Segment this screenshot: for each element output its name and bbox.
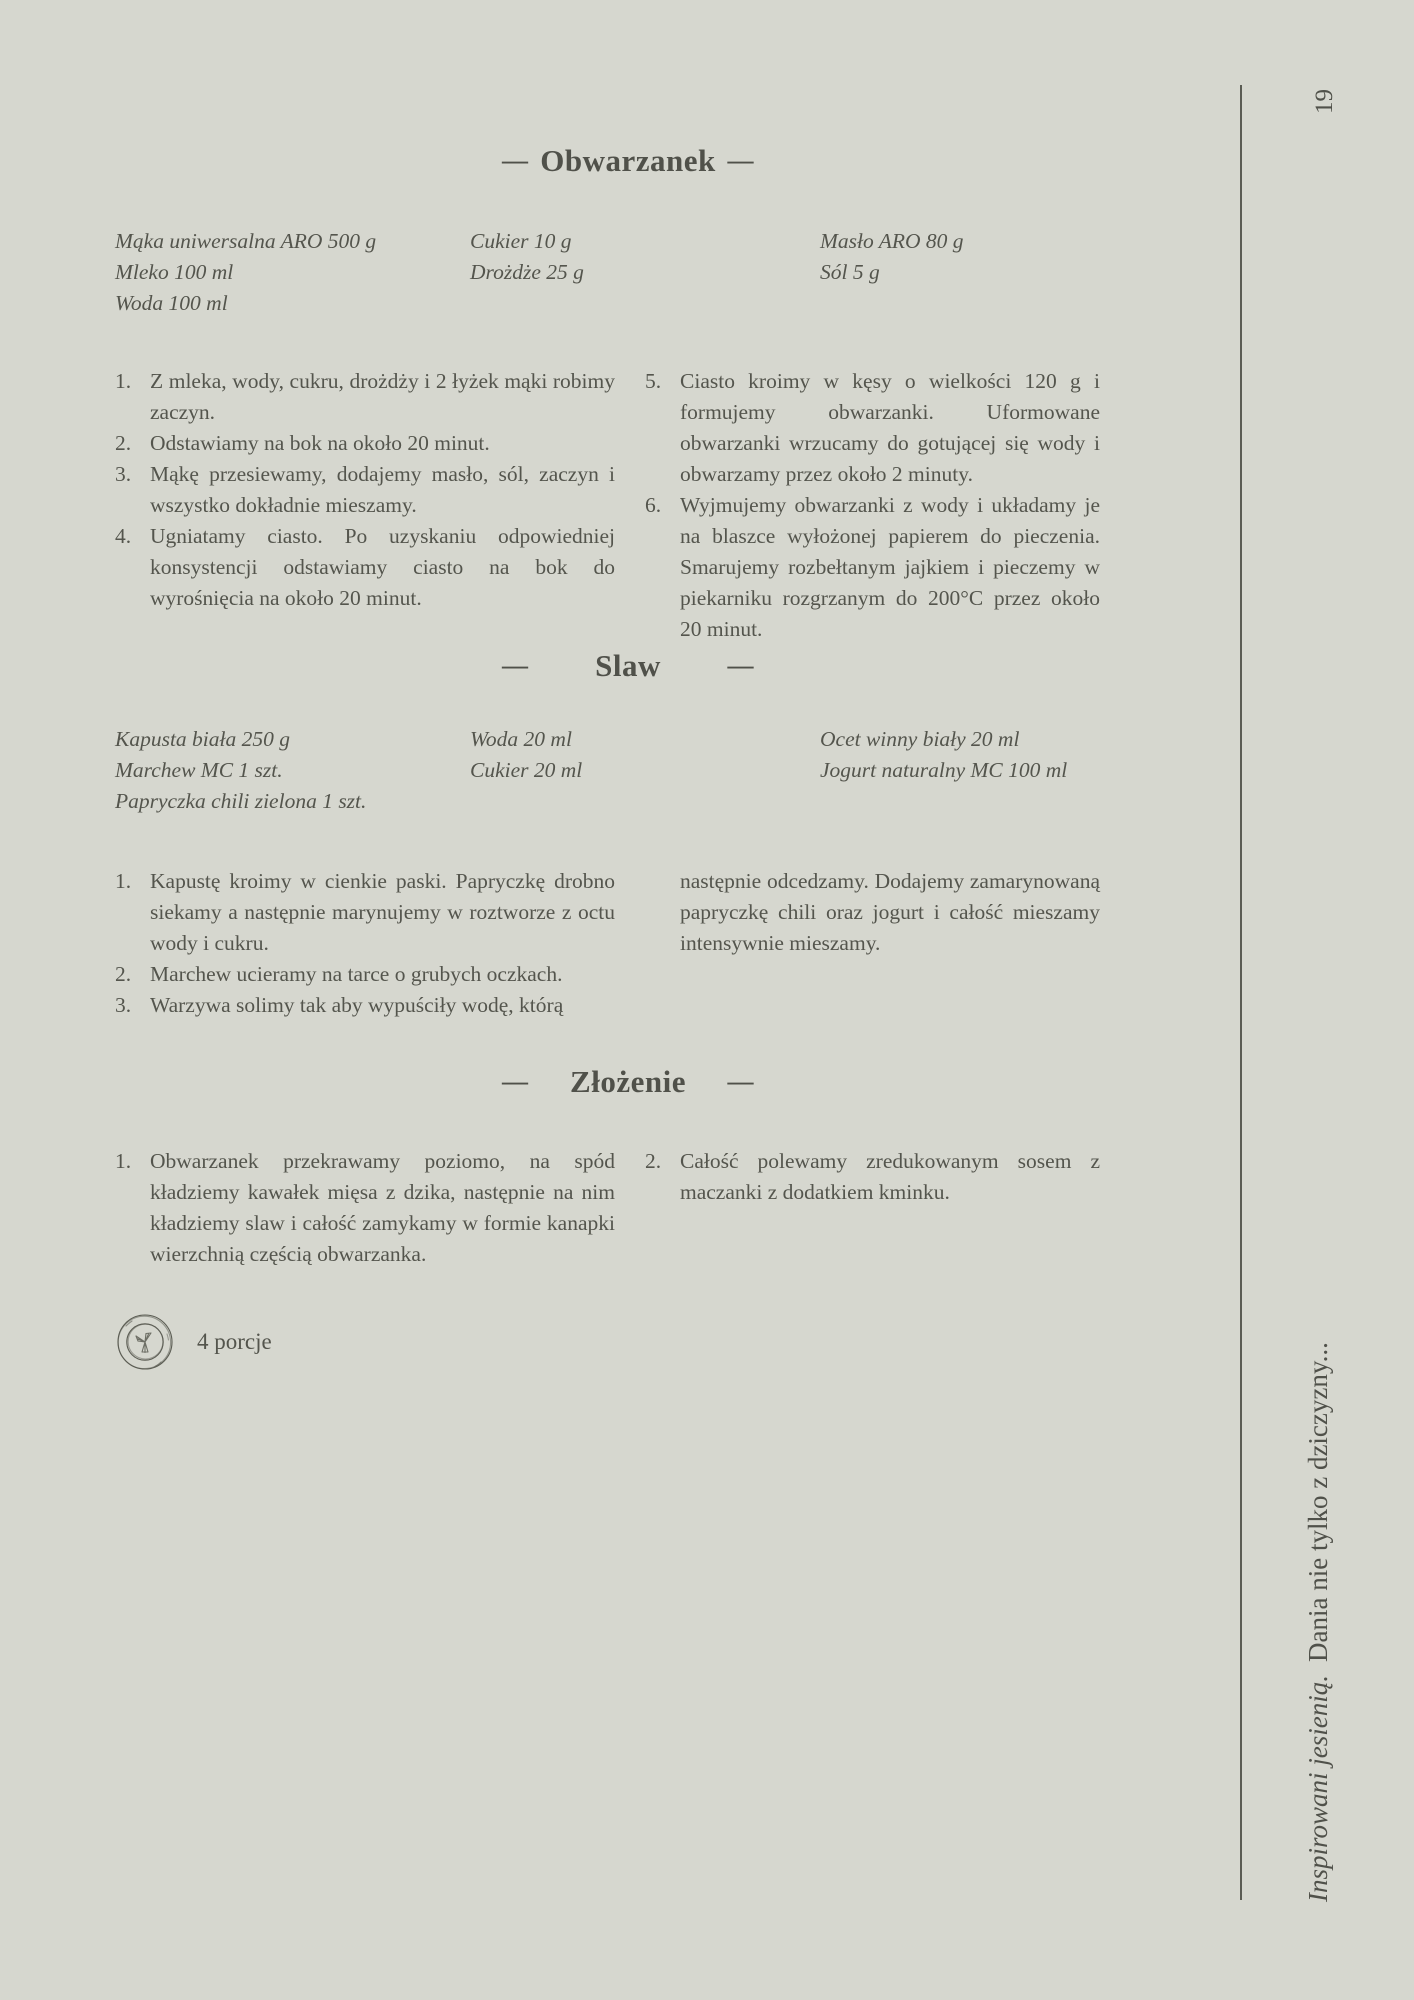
title-dash-right: — bbox=[727, 1067, 754, 1096]
plate-icon bbox=[115, 1312, 175, 1372]
step-item bbox=[115, 990, 615, 1021]
step-text: Całość polewamy zredukowanym sosem z maczanki z dodatkiem kminku. bbox=[680, 1149, 1100, 1204]
steps-column-left bbox=[115, 1146, 615, 1270]
step-item bbox=[115, 1146, 615, 1270]
servings bbox=[115, 1312, 1100, 1372]
step-number: 4. bbox=[115, 524, 132, 548]
ingredient-column bbox=[470, 226, 820, 319]
step-text: Odstawiamy na bok na około 20 minut. bbox=[150, 431, 490, 455]
title-dash-right: — bbox=[727, 651, 754, 680]
step-text: Ciasto kroimy w kęsy o wielkości 120 g i formujemy obwarzanki. Uformowane obwarzanki wrzucamy do gotującej się wody i obwarzamy przez około 2 minuty. bbox=[680, 369, 1100, 486]
title-dash-left: — bbox=[502, 651, 529, 680]
step-text: Z mleka, wody, cukru, drożdży i 2 łyżek mąki robimy zaczyn. bbox=[150, 369, 615, 424]
step-continuation-text: następnie odcedzamy. Dodajemy zamarynowaną papryczkę chili oraz jogurt i całość mieszamy intensywnie mieszamy. bbox=[680, 869, 1100, 955]
step-text: Ugniatamy ciasto. Po uzyskaniu odpowiedniej konsystencji odstawiamy ciasto na bok do wyrośnięcia na około 20 minut. bbox=[150, 524, 615, 610]
ingredient-column bbox=[820, 724, 1100, 817]
step-text: Mąkę przesiewamy, dodajemy masło, sól, zaczyn i wszystko dokładnie mieszamy. bbox=[150, 462, 615, 517]
step-number: 2. bbox=[115, 962, 132, 986]
title-dash-right: — bbox=[727, 146, 754, 175]
vertical-rule bbox=[1240, 85, 1242, 1900]
ingredient-line: Marchew MC 1 szt. bbox=[115, 758, 283, 782]
section-title-text: Obwarzanek bbox=[540, 143, 716, 178]
page-number: 19 bbox=[1311, 89, 1338, 114]
ingredient-column bbox=[115, 724, 470, 817]
section-title-text: Slaw bbox=[595, 648, 661, 683]
section-title-slaw bbox=[502, 648, 754, 684]
ingredient-line: Drożdże 25 g bbox=[470, 260, 584, 284]
step-item bbox=[115, 366, 615, 428]
section-title-obwarzanek bbox=[502, 143, 754, 179]
step-number: 2. bbox=[115, 431, 132, 455]
ingredient-line: Masło ARO 80 g bbox=[820, 229, 964, 253]
step-item bbox=[645, 490, 1100, 645]
ingredient-line: Papryczka chili zielona 1 szt. bbox=[115, 789, 367, 813]
step-item bbox=[115, 959, 615, 990]
ingredient-line: Woda 100 ml bbox=[115, 291, 228, 315]
content-area bbox=[115, 0, 1100, 2000]
step-text: Wyjmujemy obwarzanki z wody i układamy je na blaszce wyłożonej papierem do pieczenia. Smarujemy rozbełtanym jajkiem i pieczemy w piekarniku rozgrzanym do 200°C przez około 20 minut. bbox=[680, 493, 1100, 641]
step-item bbox=[115, 459, 615, 521]
tagline-regular: Dania nie tylko z dziczyzny... bbox=[1303, 1342, 1333, 1662]
section-title-text: Złożenie bbox=[570, 1064, 686, 1099]
step-item bbox=[115, 521, 615, 614]
step-number: 3. bbox=[115, 462, 132, 486]
ingredient-column bbox=[820, 226, 1100, 319]
ingredient-line: Cukier 10 g bbox=[470, 229, 572, 253]
step-text: Kapustę kroimy w cienkie paski. Papryczkę drobno siekamy a następnie marynujemy w roztworze z octu wody i cukru. bbox=[150, 869, 615, 955]
sidebar-tagline bbox=[1303, 1257, 1341, 1902]
title-dash-left: — bbox=[502, 146, 529, 175]
step-number: 1. bbox=[115, 1149, 132, 1173]
steps-column-right bbox=[645, 1146, 1100, 1270]
ingredient-line: Ocet winny biały 20 ml bbox=[820, 727, 1020, 751]
ingredient-line: Cukier 20 ml bbox=[470, 758, 583, 782]
step-number: 1. bbox=[115, 369, 132, 393]
ingredient-line: Woda 20 ml bbox=[470, 727, 572, 751]
title-dash-left: — bbox=[502, 1067, 529, 1096]
steps-column-right bbox=[645, 366, 1100, 645]
step-item bbox=[115, 428, 615, 459]
ingredient-column bbox=[115, 226, 470, 319]
step-text: Marchew ucieramy na tarce o grubych oczkach. bbox=[150, 962, 563, 986]
steps-obwarzanek bbox=[115, 366, 1100, 645]
step-item bbox=[645, 1146, 1100, 1208]
steps-column-right bbox=[645, 866, 1100, 1021]
ingredients-obwarzanek bbox=[115, 226, 1100, 319]
step-number: 1. bbox=[115, 869, 132, 893]
tagline-italic: Inspirowani jesienią. bbox=[1303, 1675, 1333, 1902]
steps-column-left bbox=[115, 866, 615, 1021]
ingredient-line: Mleko 100 ml bbox=[115, 260, 234, 284]
step-text: Obwarzanek przekrawamy poziomo, na spód kładziemy kawałek mięsa z dzika, następnie na nim kładziemy slaw i całość zamykamy w formie kanapki wierzchnią częścią obwarzanka. bbox=[150, 1149, 615, 1266]
ingredient-column bbox=[470, 724, 820, 817]
step-text: Warzywa solimy tak aby wypuściły wodę, którą bbox=[150, 993, 564, 1017]
step-number: 3. bbox=[115, 993, 132, 1017]
steps-column-left bbox=[115, 366, 615, 645]
step-number: 6. bbox=[645, 493, 662, 517]
step-number: 2. bbox=[645, 1149, 662, 1173]
step-item bbox=[645, 366, 1100, 490]
ingredient-line: Sól 5 g bbox=[820, 260, 880, 284]
step-item bbox=[115, 866, 615, 959]
steps-slaw bbox=[115, 866, 1100, 1021]
ingredient-line: Mąka uniwersalna ARO 500 g bbox=[115, 229, 377, 253]
servings-label: 4 porcje bbox=[197, 1329, 272, 1354]
ingredient-line: Kapusta biała 250 g bbox=[115, 727, 291, 751]
ingredients-slaw bbox=[115, 724, 1100, 817]
ingredient-line: Jogurt naturalny MC 100 ml bbox=[820, 758, 1068, 782]
steps-zlozenie bbox=[115, 1146, 1100, 1270]
step-number: 5. bbox=[645, 369, 662, 393]
section-title-zlozenie bbox=[502, 1064, 754, 1100]
